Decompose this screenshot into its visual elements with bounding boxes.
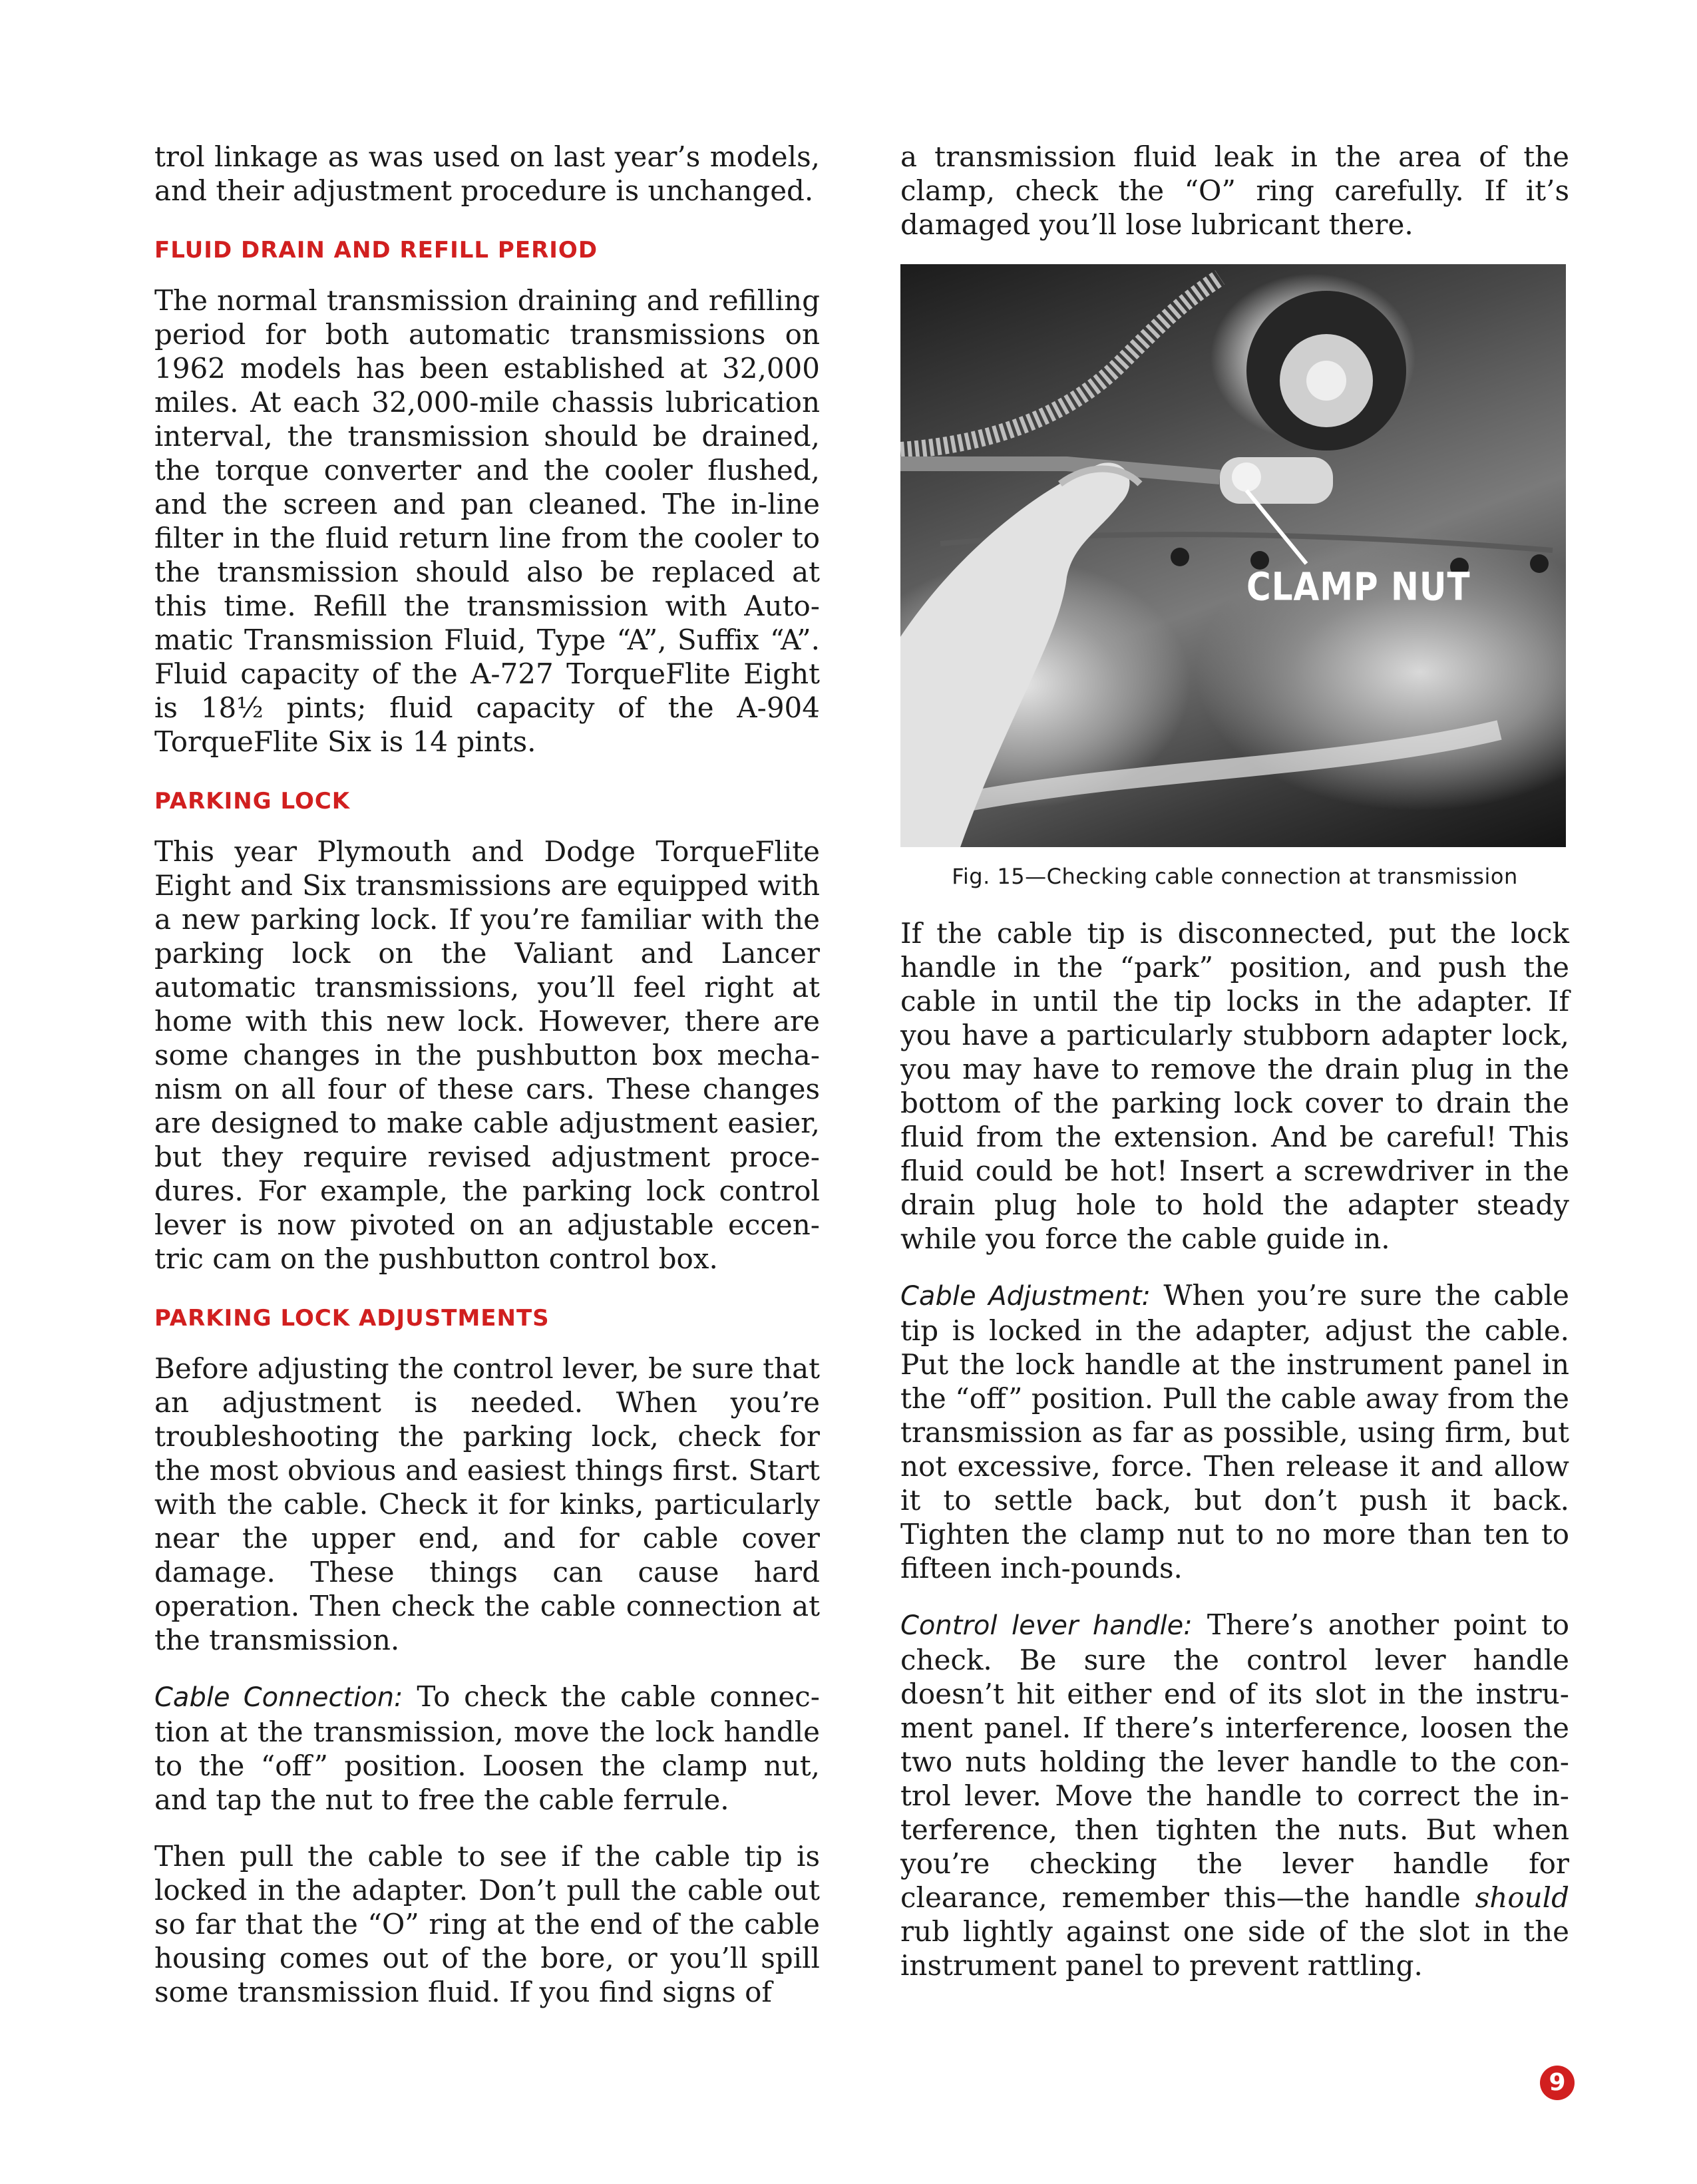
control-lever-paragraph — [900, 1608, 1569, 1982]
parking-lock-adjustments-heading: PARKING LOCK ADJUSTMENTS — [154, 1305, 550, 1332]
parking-lock-paragraph: This year Plymouth and Dodge TorqueFlite Eight and Six transmissions are equipped with a new parking lock. If you’re familiar with the parking lock on the Valiant and Lancer automatic transmissions, you’ll feel right at home with this new lock. However, there are some changes in the pushbutton box mechanism on all four of these cars. These changes are designed to make cable adjustment easier, but they require revised adjustment procedures. For example, the parking lock control lever is now pivoted on an adjustable eccentric cam on the pushbutton control box. — [154, 835, 820, 1275]
fluid-drain-paragraph: The normal transmission draining and refilling period for both automatic transmissions on 1962 models has been established at 32,000 miles. At each 32,000-mile chassis lubrication interval, the transmission should be drained, the torque converter and the cooler flushed, and the screen and pan cleaned. The in-line filter in the fluid return line from the cooler to the transmission should also be replaced at this time. Refill the transmission with Automatic Transmission Fluid, Type “A”, Suffix “A”. Fluid capacity of the A-727 TorqueFlite Eight is 18½ pints; fluid capacity of the A-904 TorqueFlite Six is 14 pints. — [154, 284, 820, 758]
control-lever-text-2: rub lightly against one side of the slot in the instrument panel to prevent rattling. — [900, 1915, 1569, 1982]
cable-adjustment-lead: Cable Adjustment: — [900, 1281, 1151, 1312]
adjustments-paragraph: Before adjusting the control lever, be sure that an adjustment is needed. When you’re troubleshooting the parking lock, check for the most obvious and easiest things first. Start with the cable. Check it for kinks, particularly near the upper end, and for cable cover damage. These things can cause hard operation. Then check the cable connection at the transmission. — [154, 1352, 820, 1656]
cable-adjustment-text: When you’re sure the cable tip is locked in the adapter, adjust the cable. Put the lock handle at the instrument panel in the “off” position. Pull the cable away from the transmission as far as possible, using firm, but not excessive, force. Then release it and allow it to settle back, but don’t push it back. Tighten the clamp nut to no more than ten to fifteen inch-pounds. — [900, 1279, 1570, 1584]
continuation-paragraph: a transmission fluid leak in the area of the clamp, check the “O” ring carefully. If it’s damaged you’ll lose lubricant there. — [900, 140, 1569, 241]
control-lever-text-1: There’s another point to check. Be sure the control lever handle doesn’t hit either end of its slot in the instrument panel. If there’s interference, loosen the two nuts holding the lever handle to the control lever. Move the handle to correct the interference, then tighten the nuts. But when you’re checking the lever handle for clearance, remember this—the handle — [900, 1608, 1570, 1914]
page-number-badge: 9 — [1540, 2066, 1575, 2100]
cable-connection-text: To check the cable connection at the transmission, move the lock handle to the “off” position. Loosen the clamp nut, and tap the nut to free the cable ferrule. — [154, 1680, 820, 1816]
clamp-nut — [1232, 462, 1261, 492]
cable-connection-lead: Cable Connection: — [154, 1682, 403, 1713]
disconnected-paragraph: If the cable tip is disconnected, put the lock handle in the “park” position, and push the cable in until the tip locks in the adapter. If you have a particularly stubborn adapter lock, you may have to remove the drain plug in the bottom of the parking lock cover to drain the fluid from the extension. And be careful! This fluid could be hot! Insert a screwdriver in the drain plug hole to hold the adapter steady while you force the cable guide in. — [900, 917, 1569, 1255]
left-column — [154, 140, 820, 2032]
clamp-nut-label: CLAMP NUT — [1246, 564, 1471, 610]
photo-illustration — [900, 264, 1566, 847]
control-lever-lead: Control lever handle: — [900, 1610, 1193, 1641]
braided-cable — [900, 277, 1220, 451]
intro-paragraph: trol linkage as was used on last year’s models, and their adjustment procedure is unchanged. — [154, 140, 820, 207]
cable-rod — [900, 464, 1220, 477]
cable-connection-paragraph — [154, 1680, 820, 1817]
fluid-drain-heading: FLUID DRAIN AND REFILL PERIOD — [154, 237, 598, 264]
parking-lock-heading: PARKING LOCK — [154, 788, 351, 815]
figure-caption: Fig. 15—Checking cable connection at transmission — [952, 864, 1518, 889]
right-column — [900, 140, 1569, 2005]
cable-adjustment-paragraph — [900, 1278, 1569, 1585]
pull-cable-paragraph: Then pull the cable to see if the cable tip is locked in the adapter. Don’t pull the cable out so far that the “O” ring at the end of the cable housing comes out of the bore, or you’ll spill some transmission fluid. If you find signs of — [154, 1840, 820, 2008]
control-lever-emphasis: should — [1475, 1881, 1569, 1914]
transmission-photo — [900, 264, 1566, 847]
